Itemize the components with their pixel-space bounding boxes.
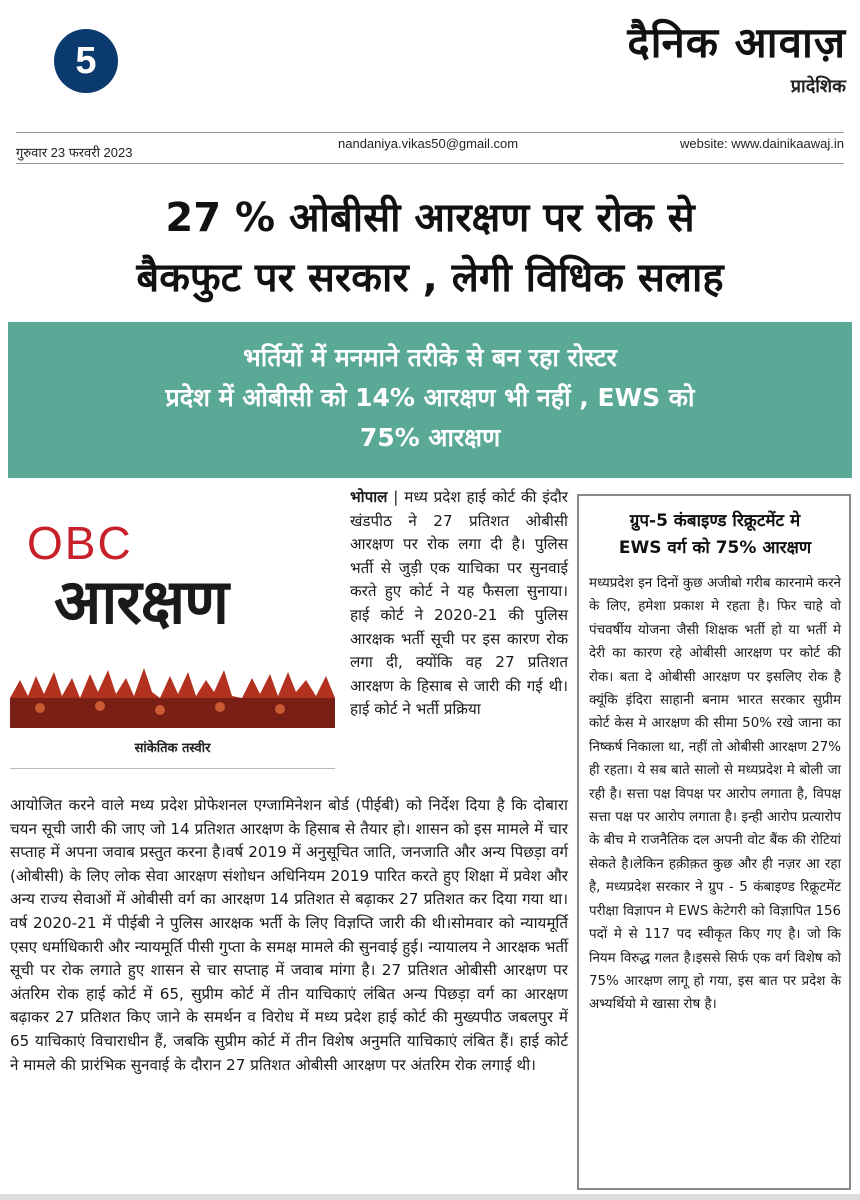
dateline-place: भोपाल: [350, 488, 388, 506]
article-intro-column: [350, 486, 568, 722]
article-body: आयोजित करने वाले मध्य प्रदेश प्रोफेशनल एग्जामिनेशन बोर्ड (पीईबी) को निर्देश दिया है कि दोबारा चयन सूची जारी की जाए जो 14 प्रतिशत आरक्षण के हिसाब से तैयार हो। शासन को इस मामले में चार सप्ताह में अपना जवाब प्रस्तुत करना है।वर्ष 2019 में अनुसूचित जाति, जनजाति और अन्य पिछड़ा वर्ग (ओबीसी) के लिए लोक सेवा आरक्षण संशोधन अधिनियम 2019 पारित करते हुए शिक्षा में प्रवेश और अन्य राज्य सेवाओं में ओबीसी वर्ग का आरक्षण 14 प्रतिशत से बढ़ाकर 27 प्रतिशत कर दिया गया था। वर्ष 2020-21 में पीईबी ने पुलिस आरक्षक भर्ती के लिए विज्ञप्ति जारी की थी।सोमवार को न्यायमूर्ति एसए धर्माधिकारी और न्यायमूर्ति पीसी गुप्ता के समक्ष मामले की सुनवाई हुई। न्यायालय ने आरक्षक भर्ती सूची पर रोक लगाते हुए शासन से चार सप्ताह में जवाब मांगा है। 27 प्रतिशत ओबीसी आरक्षण पर अंतरिम रोक हाई कोर्ट में 65, सुप्रीम कोर्ट में तीन याचिकाएं लंबित अन्य पिछड़ा वर्ग का आरक्षण बढ़ाकर 27 प्रतिशत किए जाने के समर्थन व विरोध में मध्य प्रदेश हाई कोर्ट की मुख्यपीठ जबलपुर में 65 याचिकाएं विचाराधीन हैं, जबकि सुप्रीम कोर्ट में तीन विशेष अनुमति याचिकाएं लंबित हैं। हाई कोर्ट ने मामले की प्रारंभिक सुनवाई के दौरान 27 प्रतिशत ओबीसी आरक्षण पर अंतरिम रोक लगाई थी।: [10, 796, 568, 1074]
article-photo: [10, 488, 335, 728]
masthead: [627, 20, 846, 98]
contact-email: nandaniya.vikas50@gmail.com: [338, 136, 519, 151]
photo-logo-obc: OBC: [27, 517, 133, 569]
sidebar-title-line-2: EWS वर्ग को 75% आरक्षण: [618, 538, 812, 558]
page-number-badge: 5: [54, 29, 118, 93]
caption-divider: [10, 768, 335, 769]
sidebar-title-line-1: ग्रुप-5 कंबाइण्ड रिक्रूटमेंट मे: [629, 511, 801, 531]
main-headline: [0, 188, 860, 308]
crowd-silhouette-graphic: [10, 658, 335, 728]
sidebar-story-body: मध्यप्रदेश इन दिनों कुछ अजीबो गरीब कारनामे करने के लिए, हमेशा प्रकाश मे रहता है। फिर चाहे वो पंचवर्षीय योजना जैसी शिक्षक भर्ती हो या भर्ती मे देरी का कारण रहे ओबीसी आरक्षण पर कोर्ट की रोक। बता दे ओबीसी आरक्षण पर इसलिए रोक है क्यूंकि इंदिरा साहानी बनाम भारत सरकार सुप्रीम कोर्ट केस मे आरक्षण की सीमा 50% रखे जाना का निष्कर्ष निकाला था, नहीं तो ओबीसी आरक्षण 27% ही रहता। ये सब बाते सालो से मध्यप्रदेश मे बोली जा रही है। सत्ता पक्ष विपक्ष पर आरोप लगाता है, विपक्ष सत्ता पक्ष पर आरोप लगाता है। इन्ही आरोप प्रत्यारोप के बीच मे राजनैतिक दल अपनी वोट बैंक की रोटियां सेकते है।लेकिन हक़ीक़त कुछ और ही नज़र आ रहा है, मध्यप्रदेश सरकार ने ग्रुप - 5 कंबाइण्ड रिक्रूटमेंट परीक्षा विज्ञापन मे EWS केटेगरी को विज्ञापित 156 पदों मे से 117 पद स्वीकृत किए गए है। जो कि नियम विरुद्ध गलत है।इससे सिर्फ एक वर्ग विशेष को 75% आरक्षण लागू हो गया, इस बात पर प्रदेश के अभ्यर्थियो मे खासा रोष है।: [589, 576, 841, 1013]
headline-line-2: बैकफुट पर सरकार , लेगी विधिक सलाह: [136, 255, 724, 301]
sidebar-story-title: [589, 508, 841, 562]
subhead-line-2: प्रदेश में ओबीसी को 14% आरक्षण भी नहीं , EWS को: [165, 383, 695, 412]
subhead-line-3: 75% आरक्षण: [359, 423, 501, 452]
subheadline-banner: [8, 322, 852, 478]
article-intro-text: | मध्य प्रदेश हाई कोर्ट की इंदौर खंडपीठ ने 27 प्रतिशत ओबीसी आरक्षण पर रोक लगा दी है। पुलिस भर्ती से जुड़ी एक याचिका पर सुनवाई करते हुए कोर्ट ने यह फैसला सुनाया। हाई कोर्ट ने 2020-21 की पुलिस आरक्षक भर्ती सूची पर इस कारण रोक लगा दी, क्योंकि वह 27 प्रतिशत आरक्षण के हिसाब से जारी की गई थी।हाई कोर्ट ने भर्ती प्रक्रिया: [350, 488, 568, 719]
page-bottom-edge: [0, 1194, 860, 1200]
website-text: website: www.dainikaawaj.in: [679, 136, 844, 151]
issue-date: गुरुवार 23 फरवरी 2023: [16, 145, 133, 160]
dateline-bar: [16, 132, 844, 164]
headline-line-1: 27 % ओबीसी आरक्षण पर रोक से: [165, 195, 695, 241]
newspaper-title: दैनिक आवाज़: [627, 18, 846, 67]
photo-logo-aarakshan: आरक्षण: [54, 565, 229, 638]
subhead-line-1: भर्तियों में मनमाने तरीके से बन रहा रोस्टर: [243, 343, 617, 372]
section-label: प्रादेशिक: [790, 76, 846, 98]
photo-caption: सांकेतिक तस्वीर: [134, 741, 211, 756]
sidebar-story-box: [577, 494, 851, 1190]
